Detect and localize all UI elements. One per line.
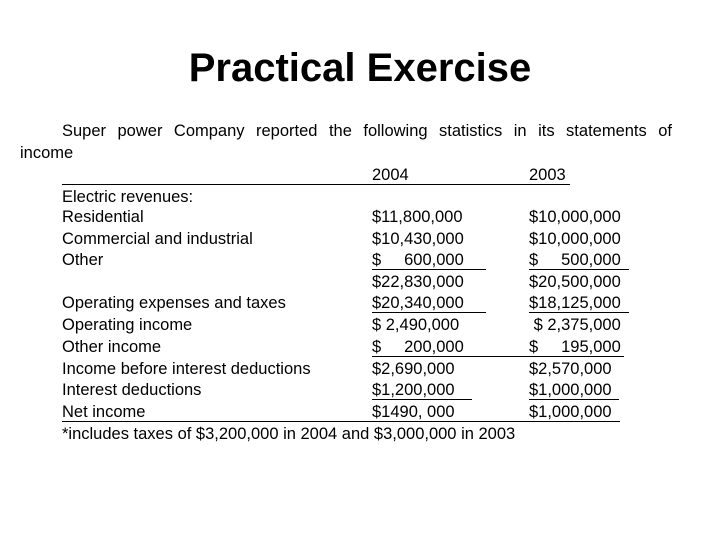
- table-row: [0, 358, 720, 380]
- value-2003: $ 500,000: [529, 251, 621, 269]
- table-row: [0, 249, 720, 271]
- table-row: [0, 401, 720, 423]
- table-row: [0, 314, 720, 336]
- intro-line-2: income: [20, 144, 74, 162]
- row-label: Income before interest deductions: [62, 360, 311, 378]
- value-2004: $2,690,000: [372, 360, 455, 378]
- footnote: *includes taxes of $3,200,000 in 2004 and $3,000,000 in 2003: [62, 425, 516, 443]
- row-label: Operating income: [62, 316, 193, 334]
- row-label: Commercial and industrial: [62, 230, 253, 248]
- value-2003: $ 2,375,000: [529, 316, 621, 334]
- interest-underline-2004: [372, 399, 472, 400]
- row-label: Net income: [62, 403, 146, 421]
- column-header-2003: 2003: [529, 166, 566, 184]
- header-underline: [62, 184, 570, 185]
- footnote-row: [0, 423, 720, 445]
- value-2003: $18,125,000: [529, 294, 621, 312]
- table-row: [0, 271, 720, 293]
- subtotal-underline-2003: [529, 269, 629, 270]
- subtotal-underline-2004: [372, 269, 486, 270]
- expense-underline-2003: [529, 312, 629, 313]
- section-row: [0, 186, 720, 208]
- value-2004: $1490, 000: [372, 403, 455, 421]
- value-2003: $2,570,000: [529, 360, 612, 378]
- value-2003: $10,000,000: [529, 208, 621, 226]
- value-2004: $ 200,000: [372, 338, 464, 356]
- value-2003: $1,000,000: [529, 403, 612, 421]
- value-2004: $1,200,000: [372, 381, 455, 399]
- section-label: Electric revenues:: [62, 188, 194, 206]
- expense-underline-2004: [372, 312, 486, 313]
- value-2003: $20,500,000: [529, 273, 621, 291]
- row-label: Other: [62, 251, 104, 269]
- interest-underline-2003: [529, 399, 619, 400]
- row-label: Residential: [62, 208, 144, 226]
- intro-text: [20, 120, 672, 164]
- table-row: [0, 336, 720, 358]
- value-2004: $ 2,490,000: [372, 316, 460, 334]
- header-row: [0, 164, 720, 186]
- row-label: Operating expenses and taxes: [62, 294, 286, 312]
- slide-title: Practical Exercise: [188, 46, 532, 90]
- value-2003: $10,000,000: [529, 230, 621, 248]
- row-label: Interest deductions: [62, 381, 202, 399]
- value-2004: $10,430,000: [372, 230, 464, 248]
- table-row: [0, 206, 720, 228]
- table-row: [0, 379, 720, 401]
- table-row: [0, 292, 720, 314]
- value-2003: $ 195,000: [529, 338, 621, 356]
- value-2004: $22,830,000: [372, 273, 464, 291]
- other-income-underline: [372, 356, 624, 357]
- net-income-underline: [62, 421, 620, 422]
- table-row: [0, 228, 720, 250]
- value-2003: $1,000,000: [529, 381, 612, 399]
- value-2004: $ 600,000: [372, 251, 464, 269]
- intro-line-1: Super power Company reported the following statistics in its statements of: [62, 122, 672, 140]
- row-label: Other income: [62, 338, 162, 356]
- column-header-2004: 2004: [372, 166, 409, 184]
- value-2004: $11,800,000: [372, 208, 463, 226]
- value-2004: $20,340,000: [372, 294, 464, 312]
